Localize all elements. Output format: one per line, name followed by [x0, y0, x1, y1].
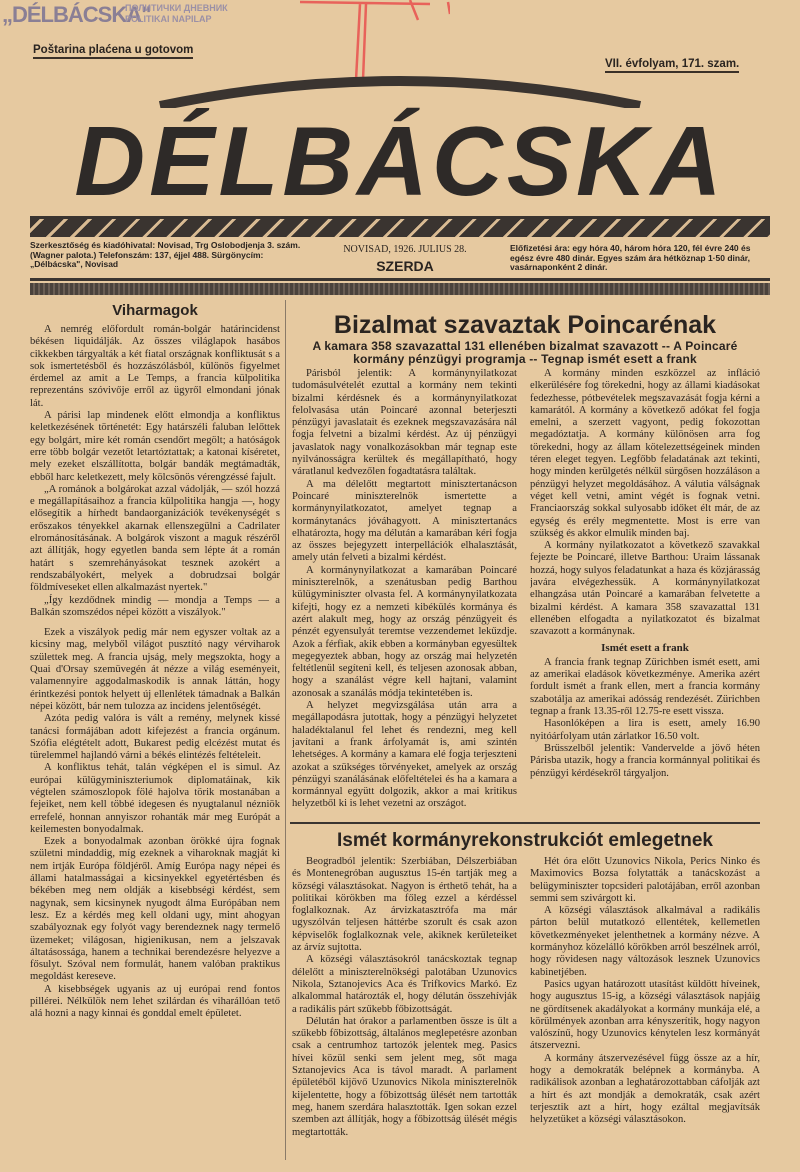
paragraph: Brüsszelből jelentik: Vandervelde a jövő héten Párisba utazik, hogy a francia kormánnyal politikai és pénzügyi kérdésekről tárgyaljon. [530, 742, 760, 779]
paragraph: A francia frank tegnap Zürichben ismét esett, ami az amerikai eladások következménye. Amerika azért fordult ismét a frank ellen, mert a francia kormány szabotálja az amerikai adósság rendezését. Zürichben tegnap a frank 13.35-ről 12.75-re esett vissza. [530, 656, 760, 718]
paragraph: A nemrég előfordult román-bolgár határincidenst békésen liquidálják. Az összes világlapok hasábos cikkekben tárgyalták a két fiatal országnak konfliktusát s a sok ismertetésből és hozzászólásból, különös figyelmet érdemel az amit a Le Temps, a francia külpolitika reprezentáns szóvivője erről az ügyről elmondani jónak lát. [30, 324, 280, 409]
article-body [30, 324, 280, 1164]
article-viharmagok [30, 300, 280, 1168]
paragraph: Ezek a bonyodalmak azonban örökké újra fognak születni mindaddig, míg ezeknek a viharoknak magját ki nem irtják Európa földjéről. Amíg Európa nagy népei és állami hatalmasságai a kicsinyekkel egyetértésben és békében meg nem oldják a kisebbségi kérdést, sem nagynak, sem kicsinynek nyugodt álma Európában nem lesz. Ez a kérdés meg kell oldani ugy, mint ahogyan szabályoznak egy folyót vagy berendeznek nagy termelő üzemeket; világosan, higienikusan, nem a jelszavak áltatásossága, hanem a technikai berendezésre helyezve a fősulyt. Szóval nem formulát, hanem valóban praktikus megoldást kereseve. [30, 836, 280, 983]
paragraph: A ma délelőtt megtartott minisztertanácson Poincaré miniszterelnök ismertette a kormánynyilatkozatot, amelyet tegnap a kormánytanács jóváhagyott. A minisztertanács elhatározta, hogy ma délután a kamarában kéri fogja az összes bejegyzett interpellációk elhalasztását, amely után felveti a bizalmi kérdést. [292, 478, 517, 564]
article-subheadline: A kamara 358 szavazattal 131 ellenében bizalmat szavazott -- A Poincaré kormány pénzügyi programja -- Tegnap ismét esett a frank [312, 339, 738, 366]
paragraph: A községi választásokról tanácskoztak tegnap délelőtt a miniszterelnökségi palotában Uzunovics Nikola, Sztanojevics Aca és Trifkovics Markó. Ez alkalommal határozták el, hogy délután összehívják a radikális párt szűkebb főbizottságát. [292, 954, 517, 1015]
subscription-price: Előfizetési ára: egy hóra 40, három hóra 120, fél évre 240 és egész évre 480 dinár. Egyes szám ára hétköznap 1·50 dinár, vasárnaponként 2 dinár. [510, 243, 751, 272]
postage-note: Poštarina plaćena u gotovom [33, 44, 193, 59]
ownership-stamp: „DÉLBÁCSKA" [2, 2, 151, 27]
issue-date: NOVISAD, 1926. JULIUS 28. [343, 244, 467, 255]
editorial-office-info: Szerkesztőség és kiadóhivatal: Novisad, Trg Oslobodjenja 3. szám. (Wagner palota.) Telefonszám: 137, éjjel 488. Sürgönycím: „Délbácska", Novisad [30, 240, 301, 269]
paragraph: Azóta pedig valóra is vált a remény, melynek kissé tanácsi formájában adott kifejezést a francia orgánum. Szófia elégtételt adott, Bukarest pedig elcézést mutat és türelemmel hajlandó várni a békés elintézés feltételeit. [30, 713, 280, 762]
masthead-title: DÉLBÁCSKA [74, 106, 726, 216]
article-poincare [290, 310, 760, 366]
paragraph: Délután hat órakor a parlamentben össze is ült a szűkebb főbizottság, általános meglepetésre azonban csak a centrumhoz tartozók jelentek meg. Pasics hívei közül senki sem jelent meg, sőt maga Sztanojevics Aca is távol maradt. A parlament épületéből kijövő Uzunovics Nikola miniszterelnök kijelentette, hogy a főbizottság ülését nem tartották meg, hanem szerdára halasztották. Igen sokan ezzel szemben azt állítják, hogy a főbizottság ülését mégis megtartották. [292, 1015, 517, 1138]
ownership-stamp-subtitle [125, 3, 228, 25]
paragraph: Ezek a viszályok pedig már nem egyszer voltak az a kicsiny mag, melyből világot pusztító nagy vérviharok születtek meg. A francia ujság, mely megszokta, hogy a Quai d'Orsay szemüvegén át nézze a világ eseményeit, valamennyire aggodalmaskodik is annak láttán, hogy érintkezési pontok helyett új ellenlétek támadnak a Balkán népei között, bár nem tulozza az incidens jelentőségét. [30, 627, 280, 712]
masthead-arc-ornament [150, 68, 650, 108]
divider [30, 278, 770, 281]
article-headline: Ismét kormányrekonstrukciót emlegetnek [337, 830, 713, 851]
masthead-pattern-band [30, 216, 770, 237]
paragraph: A kisebbségek ugyanis az uj európai rend fontos pillérei. Nélkülök nem lehet szilárdan és viharállóan tető alá hozni a nagy kinnai és gonddal emelt épületet. [30, 983, 280, 1020]
paragraph: A kormány nyilatkozatot a következő szavakkal fejezte be Poincaré, illetve Barthou: Uraim lássanak hozzá, hogy sulyos feladatunkat a haza és közjárasság javára elvégezhessük. A kormánynyilatkozat elhangzása után Poincaré a kamarában felvetette a bizalmi kérdést. A kamara 358 szavazattal 131 ellenében elfogadta a nyilatkozatot és bizalmat szavazott a kormánynak. [530, 540, 760, 638]
paragraph: A kormánynyilatkozat a kamarában Poincaré miniszterelnök, a szenátusban pedig Barthou külügyminiszter olvasta fel. A kormánynyilatkozata kifejti, hogy ez a nemzeti kibékülés kormánya és azért alakult meg, hogy az ország pénzügyeit és pénzét egyensulyát teremtse vezzendemet lekűzdje. Azok a férfiak, akik ebben a kormányban egyesültek megegyeztek abban, hogy az ország mai helyzetén feltétlenül segíteni kell, és teljesen azonosak abban, hogy a szanálást végre kell hajtani, valamint azonosak a szanálás módja tekintetében is. [292, 564, 517, 699]
paragraph: Beogradból jelentik: Szerbiában, Délszerbiában és Montenegróban augusztus 15-én tartják meg a községi választásokat. Nagyon is érthető tehát, ha a politikai körökben ma főleg ezzel a kérdéssel foglalkoznak. Az árvizkatasztrófa ma már ugyszólván teljesen háttérbe szorult és csak azon képviselők foglalkoznak vele, akiknek kerületeiket az árvíz sujtotta. [292, 856, 517, 954]
section-heading: Ismét esett a frank [601, 641, 689, 654]
paragraph: A konfliktus tehát, talán végképen el is simul. Az európai külügyminiszteriumok diplomatáinak, kik végtelen számoszlopok fölé hajolva törik mostanában a fejeiket, nem kell többé idegesen és nyugtalanul nézniök errefelé, honnan annyiszor rohanták már meg Európát a keilemesten bonyodalmak. [30, 762, 280, 835]
paragraph: Hét óra előtt Uzunovics Nikola, Perics Ninko és Maximovics Bozsa folytatták a tanácskozást a belügyminiszter topcsideri palotájában, erről azonban semmi sem szivárgott ki. [530, 856, 760, 904]
paragraph: A kormány minden eszközzel az infláció elkerülésére fog törekedni, hogy az állami kiadásokat fedezhesse, pótbevételek megszavazását fogja kérni a kamarától. A kormány a következő adókat fel fogja emelni, a szerzett vagyont, pedig fokozottan megadóztatja. A kormány különösen arra fog törekedni, hogy az állam kötelezettségeinek minden téren eleget tegyen. Legfőbb feladatának azt tekinti, hogy minden kerülgetés nélkül sürgősen hozzáláson a pénzügyi helyzet megoldásához. A válutia válságnak véget kell vetni, amint végét is fognak vetni. Franciaország sokkal sulyosabb időket élt már, de az egység és erély megmentette. Most is erre van szükség és akkor elmulik minden baj. [530, 368, 760, 539]
article-title: Viharmagok [112, 302, 198, 319]
paragraph: „Így kezdődnek mindig — mondja a Temps — a Balkán szomszédos népei között a viszályok." [30, 594, 280, 618]
column-rule [285, 300, 286, 1160]
paragraph: „A románok a bolgárokat azzal vádolják, — szól hozzá e megállapításaihoz a francia külpolitika hangja —, hogy elősegítik a hírhedt bandaorganizációk tevékenységét s erőszakos tényekkel akarnak ellenszegülni a Cadrilater elrománosításának. A bolgárok viszont a maguk részéről azt állítják, hogy egyetlen banda sem lépte át a román határt s szemrehányásokat tesznek azokért a rendszabályokért, melyek a dobrudzsai bolgár földmíveseket ellen alkalmazást nyertek." [30, 483, 280, 594]
article-column [292, 368, 517, 818]
divider [290, 822, 760, 824]
paragraph: Párisból jelentik: A kormánynyilatkozat tudomásulvételét ezuttal a kormány nem tekinti bizalmi kérdésnek és a kormánynyilatkozat felolvasása után Poincaré azonnal beterjeszti pénzügyi javaslatait és ezeknek megszavazására nál fogja felvetni a bizalmi kérdést. Az új pénzügyi javaslatok nagy vonalkozásokban már tegnap este nyilvánosságra kerültek és megállapítható, hogy váratlanul kedvezőlen fogadtatásra találtak. [292, 368, 517, 478]
paragraph: A helyzet megvizsgálása után arra a megállapodásra jutottak, hogy a pénzügyi helyzetet haladéktalanul fel lehet és rendezni, meg kell javítani a frank árfolyamát is, ami szintén lehetséges. A kormány a kamara elé fogja terjeszteni azokat a szükséges törvényeket, amelyek az ország pénzügyi szanálásának előfeltételei és ha a kamara a kormánnyal együtt dolgozik, akkor a mai kritikus helyzetből ki is lehet vezetni az országot. [292, 700, 517, 810]
weekday: SZERDA [376, 258, 434, 274]
article-headline: Bizalmat szavaztak Poincarénak [333, 311, 717, 339]
article-column [292, 856, 517, 1166]
paragraph: A községi választások alkalmával a radikális párton belül mutatkozó ellentétek, kellemetlen következményeket jelenthetnek a kormány nézve. A kormányhoz közelálló körökben arról beszélnek arról, hogy rövidesen nagy változások lesznek Uzunovics kabinetjében. [530, 905, 760, 978]
paragraph: Hasonlóképen a lira is esett, amely 16.90 nyitóárfolyam után zárlatkor 16.50 volt. [530, 718, 760, 742]
paragraph: Pasics ugyan határozott utasítást küldött híveinek, hogy augusztus 15-ig, a községi választások napjáig ne gördítsenek akadályokat a kormány munkája elé, a körülmények azonban arra kényszerítik, hogy nagyon valószínű, hogy Uzunovics kénytelen lesz kormányát átszervezni. [530, 978, 760, 1052]
paragraph: A párisi lap mindenek előtt elmondja a konfliktus keletkezésének történetét: Egy határszéli faluban lelőttek egy bolgárt, mire két román csendőrt megölt; a hatóságok erre több bolgár vezetőt letartóztattak; a katonai kíséretet, mely ezeket elszállította, bolgár bandák megtámadták, ebből harc keletkezett, mely kölcsönös vérengzéssé fajult. [30, 410, 280, 483]
paragraph: A kormány átszervezésével függ össze az a hír, hogy a demokraták belépnek a kormányba. A radikálisok azonban a leghatározottabban cáfolják azt a hírt és azt mondják a demokraták, csak azért terjesztik azt a hírt, hogy ezáltal megjavítsák helyzetüket a községi választásokon. [530, 1052, 760, 1126]
stamp-line: ПОЛИТИЧКИ ДНЕВНИК [125, 3, 228, 13]
volume-number: VII. évfolyam, 171. szam. [605, 58, 739, 73]
stamp-line: POLITIKAI NAPILAP [125, 14, 212, 24]
divider-band [30, 283, 770, 295]
article-column [530, 856, 760, 1166]
article-column [530, 368, 760, 818]
